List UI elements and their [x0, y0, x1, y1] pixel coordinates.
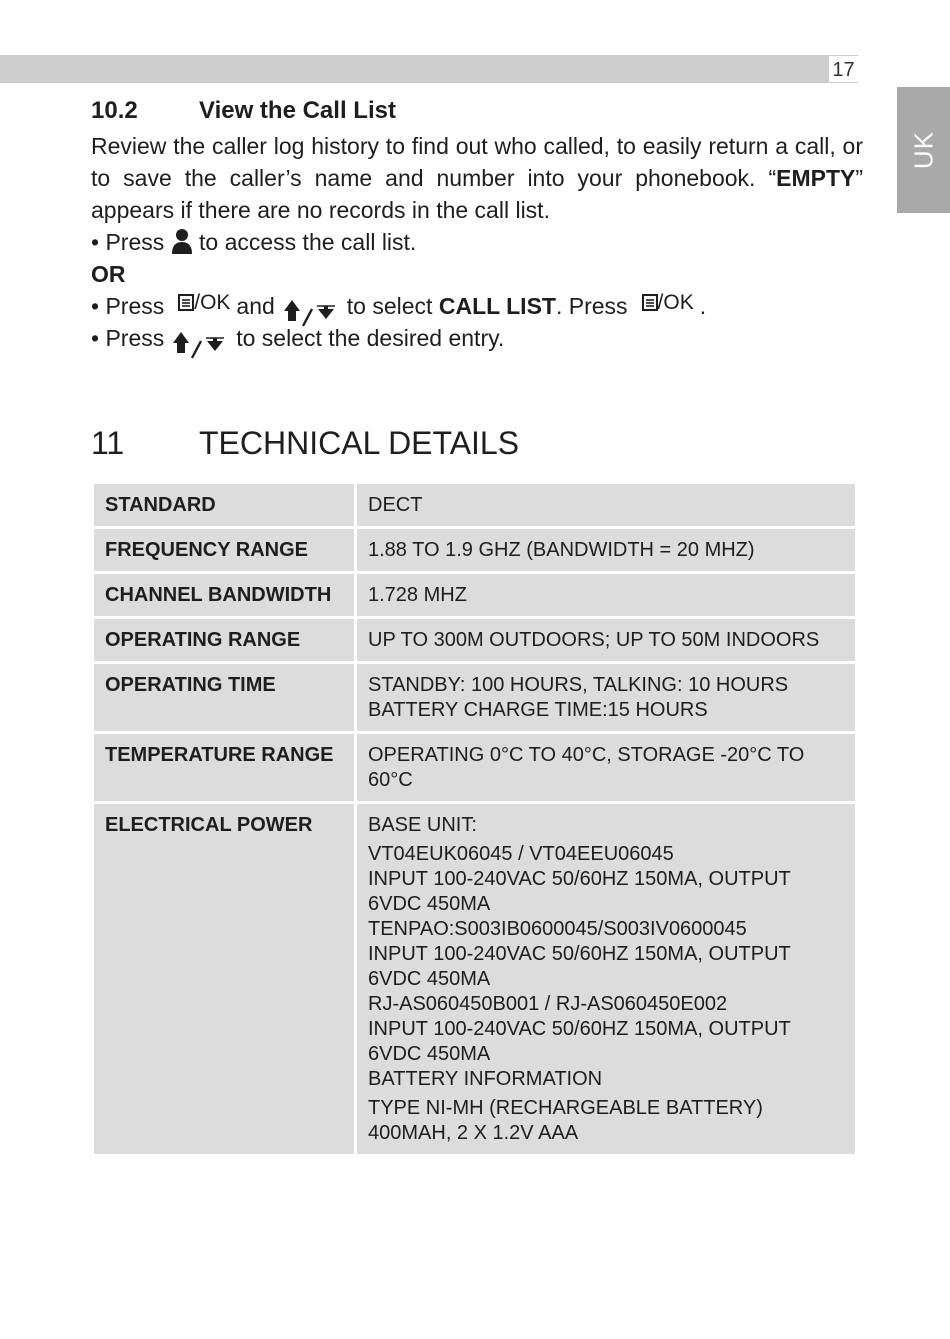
spec-value [356, 803, 857, 1156]
step-1-text: to access the call list. [199, 229, 417, 255]
or-label: OR [91, 261, 126, 287]
empty-text: ” appears if there are no records in the call list. [91, 165, 864, 223]
spec-value [356, 483, 857, 528]
spec-value [356, 528, 857, 573]
spec-value-line: BATTERY INFORMATION [368, 1068, 603, 1090]
spec-value-line: UP TO 300M OUTDOORS; UP TO 50M INDOORS [368, 629, 820, 651]
person-icon [171, 228, 193, 254]
spec-value-line: 1.728 MHZ [368, 584, 467, 606]
spec-value-line: INPUT 100-240VAC 50/60HZ 150MA, OUTPUT 6VDC 450MA [368, 943, 791, 990]
step-3-prefix: • Press [91, 325, 165, 351]
empty-keyword: EMPTY [776, 165, 856, 191]
section-10-2 [91, 92, 863, 354]
spec-value [356, 618, 857, 663]
spec-key: OPERATING RANGE [93, 618, 356, 663]
call-list-keyword: CALL LIST [438, 293, 556, 319]
step-1-prefix: • Press [91, 229, 165, 255]
section-11-heading [91, 425, 519, 462]
spec-value-line: DECT [368, 494, 423, 516]
language-tab-label: UK [908, 130, 938, 170]
step-2 [91, 290, 863, 322]
step-1 [91, 226, 863, 258]
spec-value-line: RJ-AS060450B001 / RJ-AS060450E002 [368, 993, 728, 1015]
section-title: View the Call List [199, 97, 396, 124]
spec-value-line: TENPAO:S003IB0600045/S003IV0600045 [368, 918, 747, 940]
spec-value-line: VT04EUK06045 / VT04EEU06045 [368, 843, 674, 865]
step-2-and: and [236, 293, 275, 319]
spec-value-line: INPUT 100-240VAC 50/60HZ 150MA, OUTPUT 6VDC 450MA [368, 1018, 791, 1065]
table-row [93, 663, 857, 733]
section-title: TECHNICAL DETAILS [199, 425, 520, 461]
quote-open: “ [768, 165, 777, 191]
language-tab [897, 87, 950, 213]
step-2-select: to select [346, 293, 433, 319]
intro-text: Review the caller log history to find out who called, to easily return a call, or to save the caller’s name and number into your phonebook. [91, 133, 863, 191]
spec-value [356, 573, 857, 618]
intro-paragraph [91, 130, 863, 226]
spec-value-line: BASE UNIT: [368, 814, 477, 836]
spec-value-line: BATTERY CHARGE TIME:15 HOURS [368, 699, 708, 721]
section-number: 11 [91, 425, 125, 461]
ok-label: /OK [194, 291, 231, 314]
step-2-end: . [699, 293, 707, 319]
menu-ok-key [642, 291, 694, 314]
menu-icon [178, 294, 194, 311]
spec-value [356, 663, 857, 733]
spec-value-line: INPUT 100-240VAC 50/60HZ 150MA, OUTPUT 6VDC 450MA [368, 868, 791, 915]
section-heading [91, 92, 863, 130]
table-row [93, 573, 857, 618]
header-bar [0, 55, 858, 83]
table-row [93, 618, 857, 663]
step-2-press: . Press [555, 293, 628, 319]
menu-icon [642, 294, 658, 311]
spec-key: ELECTRICAL POWER [93, 803, 356, 1156]
table-row [93, 733, 857, 803]
table-row [93, 803, 857, 1156]
spec-key: CHANNEL BANDWIDTH [93, 573, 356, 618]
step-2-prefix: • Press [91, 293, 165, 319]
spec-value-line: 1.88 TO 1.9 GHZ (BANDWIDTH = 20 MHZ) [368, 539, 755, 561]
spec-value [356, 733, 857, 803]
table-row [93, 483, 857, 528]
ok-label: /OK [657, 291, 694, 314]
spec-value-line: OPERATING 0°C TO 40°C, STORAGE -20°C TO 60°C [368, 744, 805, 791]
spec-value-line: TYPE NI-MH (RECHARGEABLE BATTERY) 400MAH, 2 X 1.2V AAA [368, 1097, 763, 1144]
spec-key: FREQUENCY RANGE [93, 528, 356, 573]
table-row [93, 528, 857, 573]
spec-key: STANDARD [93, 483, 356, 528]
technical-details-table [91, 481, 858, 1157]
page-number: 17 [829, 56, 858, 82]
step-3 [91, 322, 863, 354]
spec-value-line: STANDBY: 100 HOURS, TALKING: 10 HOURS [368, 674, 789, 696]
menu-ok-key [178, 291, 230, 314]
spec-key: OPERATING TIME [93, 663, 356, 733]
up-down-arrows-icon [170, 327, 228, 361]
section-number: 10.2 [91, 97, 138, 124]
spec-key: TEMPERATURE RANGE [93, 733, 356, 803]
step-3-text: to select the desired entry. [236, 325, 505, 351]
